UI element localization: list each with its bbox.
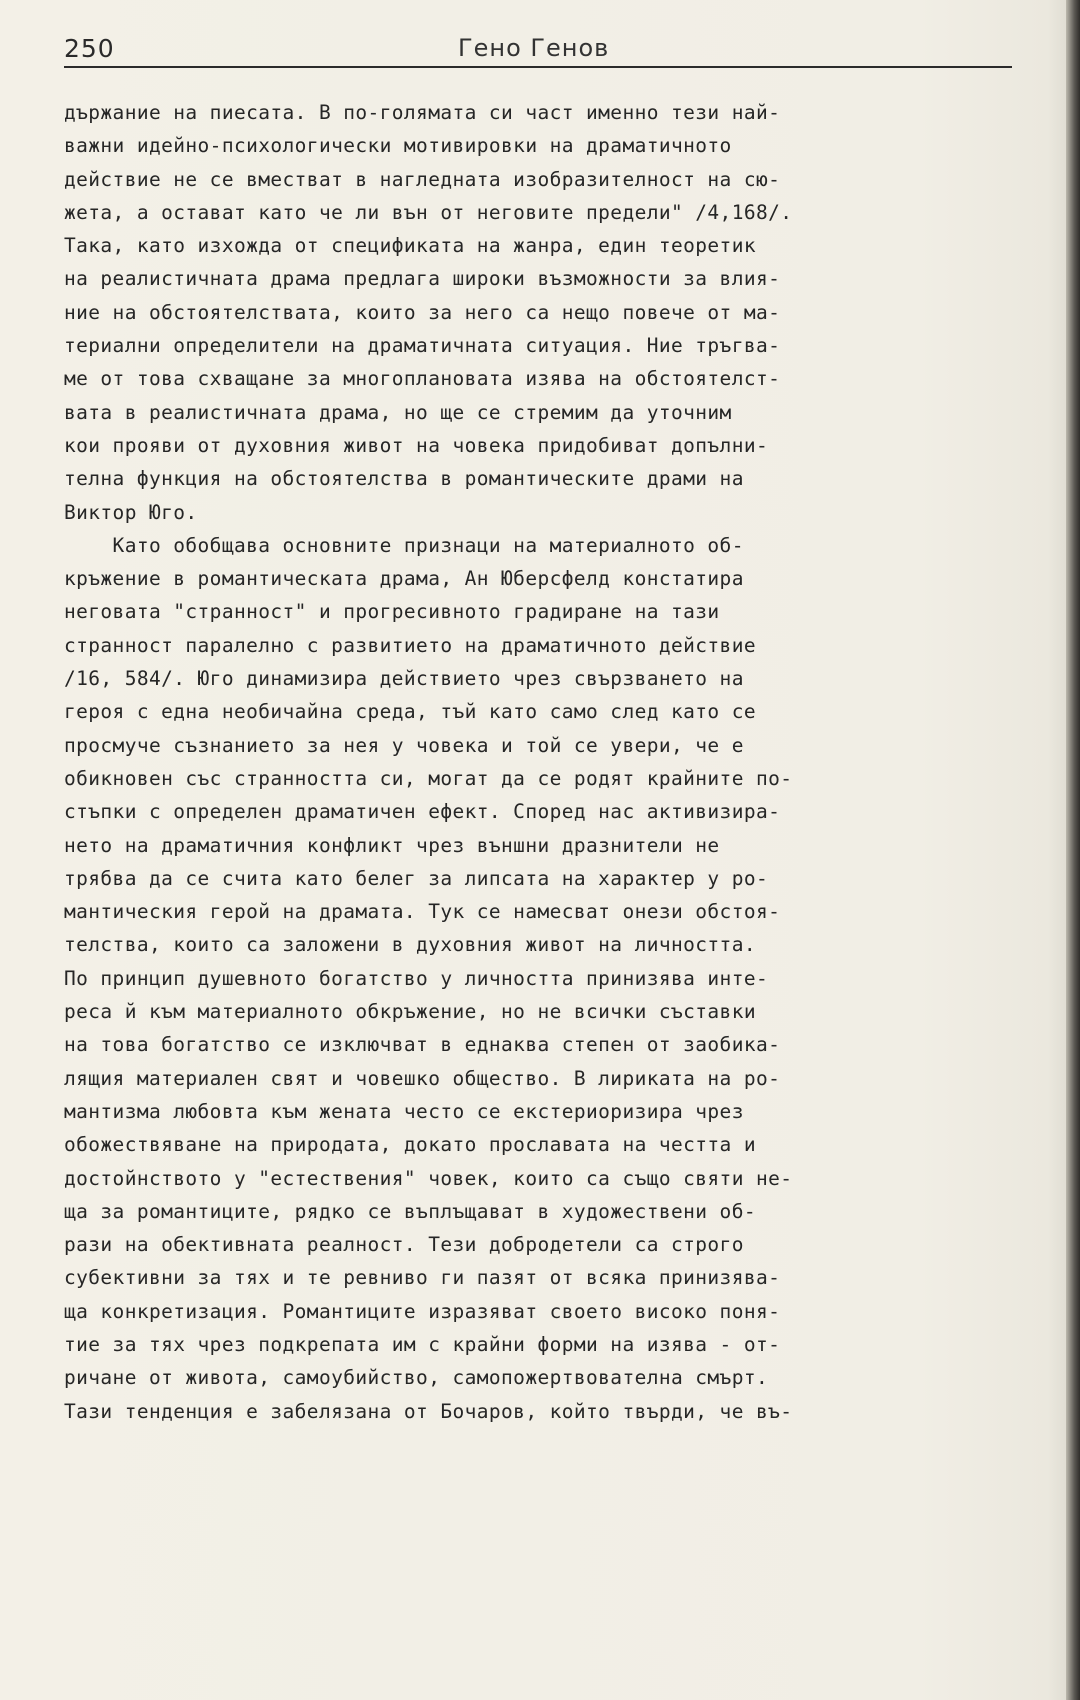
- page-edge-shadow: [1066, 0, 1080, 1700]
- text-line: държание на пиесата. В по-голямата си част именно тези най-: [64, 101, 781, 124]
- header-rule: [64, 66, 1012, 68]
- text-line: ричане от живота, самоубийство, самопожертвователна смърт.: [64, 1366, 769, 1390]
- body-text: [64, 96, 1024, 1428]
- text-line: достойнството у "естествения" човек, които са също святи не-: [64, 1166, 793, 1190]
- text-line: териални определители на драматичната ситуация. Ние тръгва-: [64, 334, 781, 358]
- page-number: 250: [64, 34, 115, 63]
- text-line: вата в реалистичната драма, но ще се стремим да уточним: [64, 400, 732, 424]
- text-line: телна функция на обстоятелства в романтическите драми на: [64, 467, 744, 491]
- text-line: ние на обстоятелствата, които за него са нещо повече от ма-: [64, 300, 781, 324]
- text-line: ща за романтиците, рядко се въплъщават в художествени об-: [64, 1199, 756, 1223]
- text-line: рази на обективната реалност. Тези добродетели са строго: [64, 1233, 744, 1257]
- text-line: субективни за тях и те ревниво ги пазят от всяка принизява-: [64, 1266, 781, 1290]
- text-line: мантическия герой на драмата. Тук се намесват онези обстоя-: [64, 900, 781, 924]
- text-line: Виктор Юго.: [64, 500, 198, 524]
- page-header: [64, 34, 1012, 66]
- text-line: Тази тенденция е забелязана от Бочаров, който твърди, че въ-: [64, 1399, 793, 1423]
- text-line: тие за тях чрез подкрепата им с крайни форми на изява - от-: [64, 1332, 781, 1356]
- text-line: на реалистичната драма предлага широки възможности за влия-: [64, 267, 781, 291]
- text-line: Така, като изхожда от спецификата на жанра, един теоретик: [64, 234, 756, 258]
- text-line: трябва да се счита като белег за липсата на характер у ро-: [64, 866, 769, 890]
- text-line: кръжение в романтическата драма, Ан Юберсфелд констатира: [64, 567, 744, 591]
- text-line: просмуче съзнанието за нея у човека и той се увери, че е: [64, 733, 744, 757]
- text-line: важни идейно-психологически мотивировки на драматичното: [64, 134, 732, 158]
- text-line: лящия материален свят и човешко общество. В лириката на ро-: [64, 1066, 781, 1090]
- text-line: на това богатство се изключват в еднаква степен от заобика-: [64, 1033, 781, 1057]
- running-head-author: Гено Генов: [458, 34, 610, 62]
- text-line: странност паралелно с развитието на драматичното действие: [64, 633, 756, 657]
- text-line: мантизма любовта към жената често се екстериоризира чрез: [64, 1099, 744, 1123]
- text-line: /16, 584/. Юго динамизира действието чрез свързването на: [64, 667, 744, 691]
- text-line: кои прояви от духовния живот на човека придобиват допълни-: [64, 433, 769, 457]
- text-line: Като обобщава основните признаци на материалното об-: [64, 533, 744, 557]
- text-line: По принцип душевното богатство у личността принизява инте-: [64, 966, 769, 990]
- text-line: героя с една необичайна среда, тъй като само след като се: [64, 700, 756, 724]
- text-line: неговата "странност" и прогресивното градиране на тази: [64, 600, 720, 624]
- text-line: ща конкретизация. Романтиците изразяват своето високо поня-: [64, 1299, 781, 1323]
- text-line: реса й към материалното обкръжение, но не всички съставки: [64, 1000, 756, 1024]
- text-line: стъпки с определен драматичен ефект. Според нас активизира-: [64, 800, 781, 824]
- text-line: жета, а остават като че ли вън от неговите предели" /4,168/.: [64, 200, 793, 224]
- text-line: телства, които са заложени в духовния живот на личността.: [64, 933, 756, 957]
- text-line: обожествяване на природата, докато прославата на честта и: [64, 1133, 756, 1157]
- text-line: ме от това схващане за многоплановата изява на обстоятелст-: [64, 367, 781, 391]
- text-line: нето на драматичния конфликт чрез външни дразнители не: [64, 833, 720, 857]
- text-line: обикновен със странността си, могат да се родят крайните по-: [64, 766, 793, 790]
- text-line: действие не се вместват в нагледната изобразителност на сю-: [64, 167, 781, 191]
